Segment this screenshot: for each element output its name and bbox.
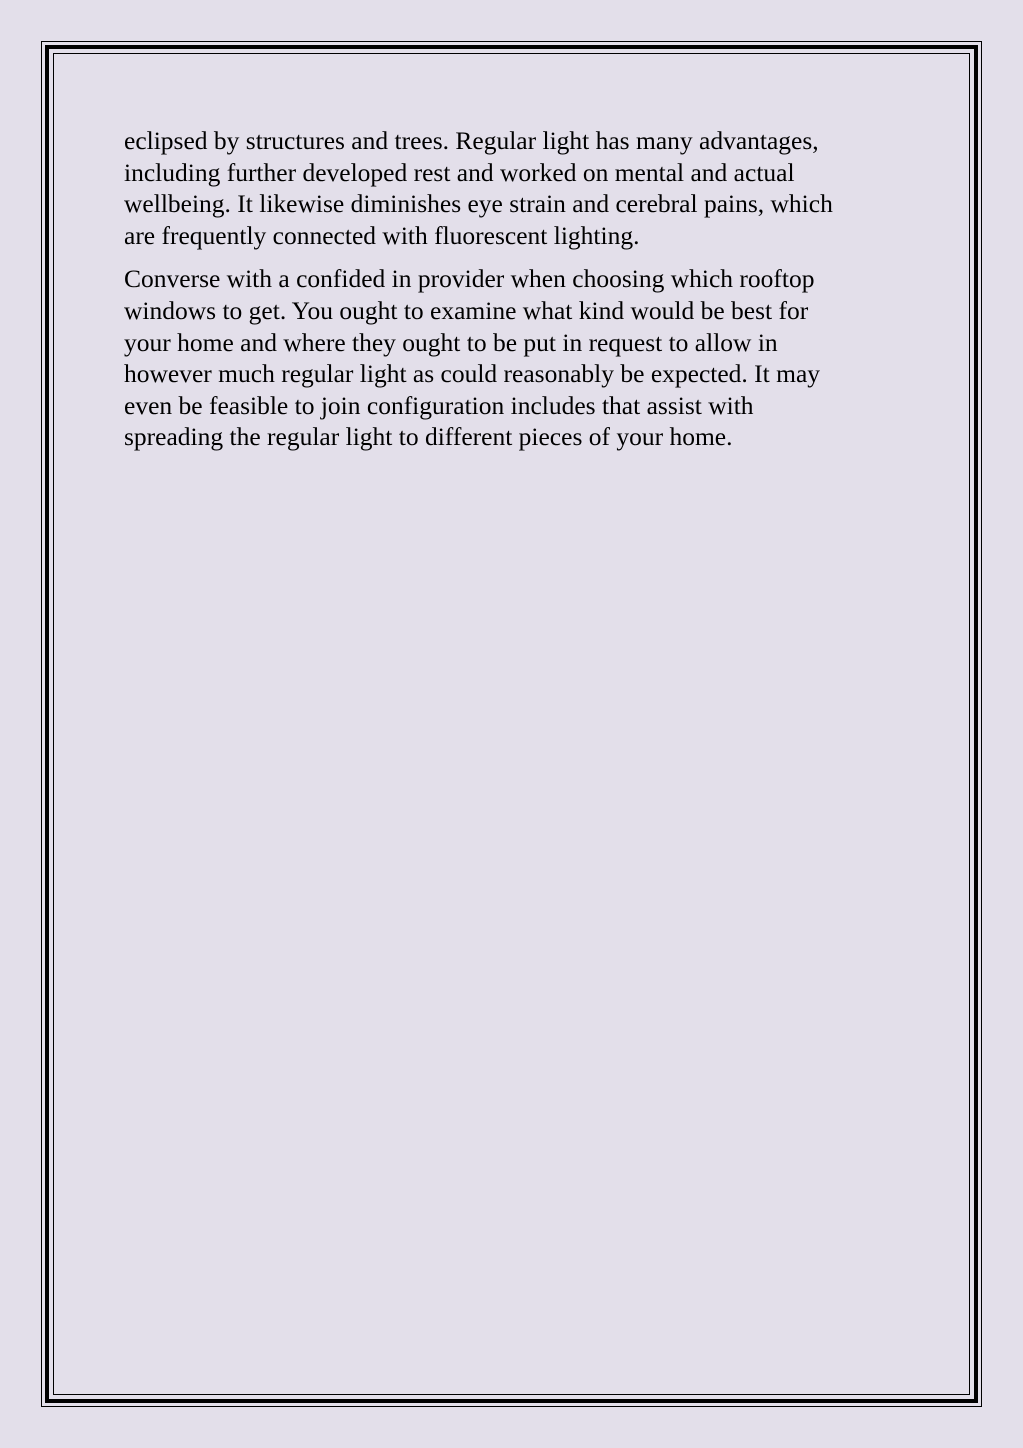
text-line: however much regular light as could reasonably be expected. It may — [124, 359, 821, 389]
text-line: spreading the regular light to different pieces of your home. — [124, 422, 733, 452]
text-line: are frequently connected with fluorescent lighting. — [124, 220, 640, 250]
text-line: eclipsed by structures and trees. Regular light has many advantages, — [124, 126, 819, 155]
paragraph-1 — [124, 125, 904, 251]
text-line: including further developed rest and worked on mental and actual — [124, 157, 795, 187]
text-line: windows to get. You ought to examine what kind would be best for — [124, 295, 809, 325]
text-line: Converse with a confided in provider when choosing which rooftop — [124, 264, 815, 294]
text-line: your home and where they ought to be put in request to allow in — [124, 327, 778, 357]
document-body — [124, 125, 904, 465]
text-line: wellbeing. It likewise diminishes eye strain and cerebral pains, which — [124, 189, 833, 219]
text-line: even be feasible to join configuration includes that assist with — [124, 390, 754, 420]
paragraph-2 — [124, 263, 904, 453]
